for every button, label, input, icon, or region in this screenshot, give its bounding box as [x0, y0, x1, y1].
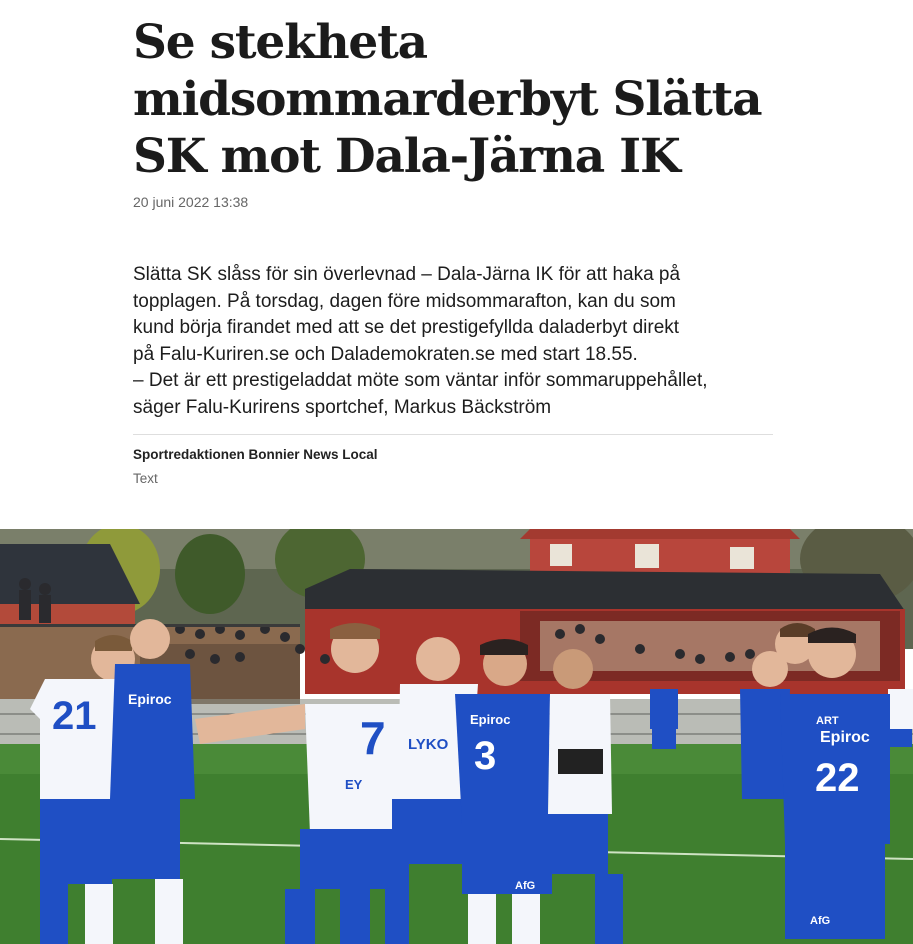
lead-line: Slätta SK slåss för sin överlevnad – Dala-Järna IK för att haka på: [133, 264, 681, 285]
headline-line: SK mot Dala-Järna IK: [133, 129, 680, 184]
svg-text:ART: ART: [816, 715, 839, 727]
svg-text:3: 3: [474, 734, 497, 778]
svg-text:EY: EY: [345, 777, 363, 792]
lead-line: – Det är ett prestigeladdat möte som väntar inför sommaruppehållet,: [133, 370, 708, 391]
lead-line: säger Falu-Kurirens sportchef, Markus Bäckström: [133, 396, 552, 418]
svg-text:21: 21: [52, 694, 97, 738]
byline-author[interactable]: Sportredaktionen Bonnier News Local: [133, 447, 378, 462]
lead-line: på Falu-Kuriren.se och Dalademokraten.se med start 18.55.: [133, 343, 638, 365]
divider: [133, 434, 773, 435]
article-headline: [133, 14, 773, 185]
byline-role: Text: [133, 471, 158, 486]
svg-text:LYKO: LYKO: [408, 736, 449, 753]
svg-text:Epiroc: Epiroc: [470, 712, 511, 727]
headline-line: midsommarderbyt Slätta: [133, 72, 762, 127]
article-lead: [133, 262, 783, 421]
svg-text:Epiroc: Epiroc: [128, 691, 172, 707]
svg-text:AfG: AfG: [515, 880, 536, 892]
lead-line: topplagen. På torsdag, dagen före midsommarafton, kan du som: [133, 290, 676, 312]
photo-illustration: [0, 529, 913, 944]
svg-text:7: 7: [360, 712, 386, 764]
publish-date: 20 juni 2022 13:38: [133, 194, 249, 210]
lead-line: kund börja firandet med att se det prestigefyllda daladerbyt direkt: [133, 317, 680, 338]
svg-text:22: 22: [815, 756, 860, 800]
svg-text:AfG: AfG: [810, 915, 831, 927]
svg-text:Epiroc: Epiroc: [820, 729, 870, 746]
headline-line: Se stekheta: [133, 15, 427, 70]
article-photo[interactable]: [0, 529, 913, 944]
